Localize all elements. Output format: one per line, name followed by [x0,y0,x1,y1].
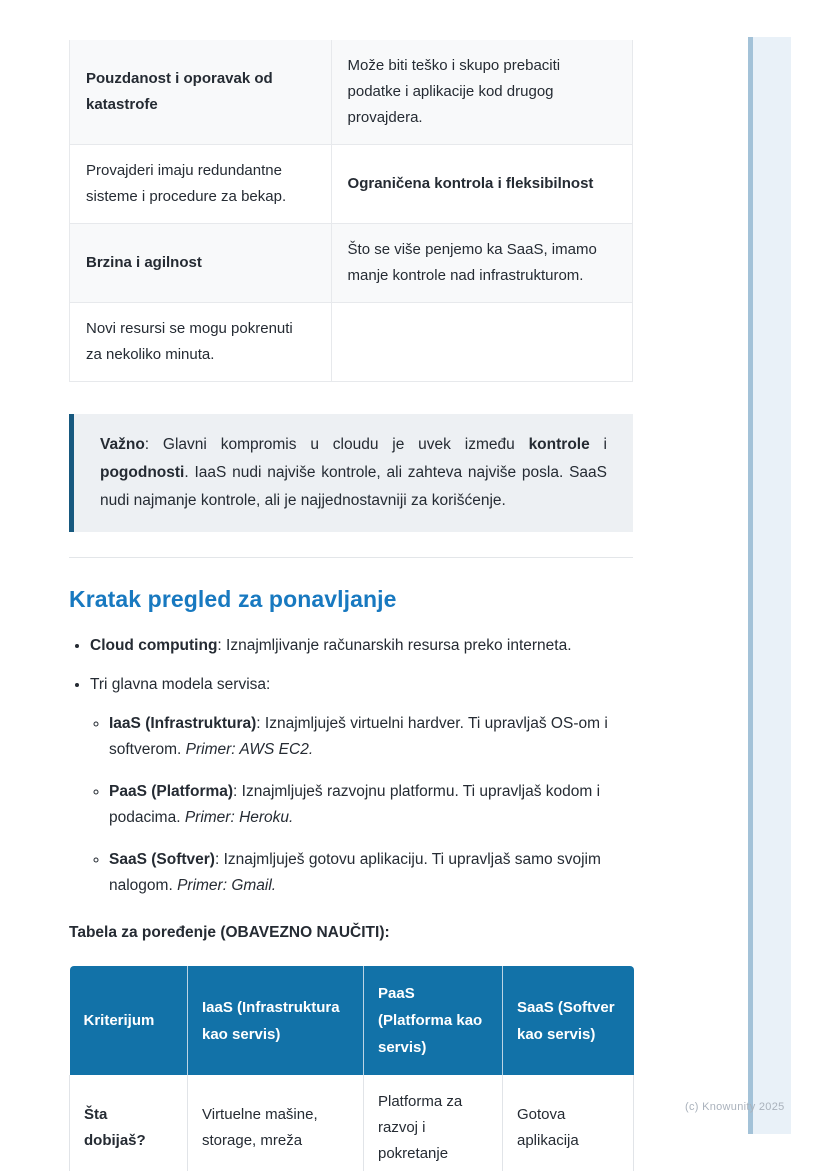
table-row [70,145,633,224]
list-item [109,779,633,831]
table-cell-topic: Brzina i agilnost [70,224,332,303]
column-header: SaaS (Softver kao servis) [503,966,634,1075]
list-item [90,633,633,659]
section-title: Kratak pregled za ponavljanje [69,586,397,612]
pros-cons-table [69,40,633,382]
page-edge-fill [753,37,791,1134]
table-cell-description: Novi resursi se mogu pokrenuti za nekoliko minuta. [70,303,332,382]
list-item [109,847,633,899]
table-cell-iaas: Virtuelne mašine, storage, mreža [188,1075,364,1171]
important-callout [69,414,633,532]
header-row [70,966,634,1075]
comparison-table-wrapper [69,966,633,1171]
table-cell-topic: Ograničena kontrola i fleksibilnost [331,145,632,224]
table-cell-saas: Gotova aplikacija [503,1075,634,1171]
summary-list [69,633,633,899]
table-row [70,40,633,145]
table-cell-criterion: Šta dobijaš? [70,1075,188,1171]
column-header: Kriterijum [70,966,188,1075]
list-item-text: Cloud computing: Iznajmljivanje računarskih resursa preko interneta. [90,637,572,654]
table-row [70,1075,634,1171]
list-item-text: SaaS (Softver): Iznajmljuješ gotovu aplikaciju. Ti upravljaš samo svojim nalogom. Primer: Gmail. [109,851,601,894]
comparison-table-title: Tabela za poređenje (OBAVEZNO NAUČITI): [69,924,390,941]
table-cell-description: Što se više penjemo ka SaaS, imamo manje kontrole nad infrastrukturom. [331,224,632,303]
table-cell-description: Provajderi imaju redundantne sisteme i procedure za bekap. [70,145,332,224]
table-row [70,303,633,382]
table-cell-topic: Pouzdanost i oporavak od katastrofe [70,40,332,145]
table-cell-empty [331,303,632,382]
table-row [70,224,633,303]
list-item-text: IaaS (Infrastruktura): Iznajmljuješ virtuelni hardver. Ti upravljaš OS-om i softverom. Primer: AWS EC2. [109,715,608,758]
table-cell-description: Može biti teško i skupo prebaciti podatke i aplikacije kod drugog provajdera. [331,40,632,145]
document-content [69,40,633,1171]
list-item [109,711,633,763]
column-header: IaaS (Infrastruktura kao servis) [188,966,364,1075]
comparison-table [69,966,634,1171]
page-edge-decoration [748,37,791,1134]
callout-text: Važno: Glavni kompromis u cloudu je uvek između kontrole i pogodnosti. IaaS nudi najviše kontrole, ali zahteva najviše posla. SaaS nudi najmanje kontrole, ali je najjednostavniji za korišćenje. [100,436,607,509]
watermark: (c) Knowunity 2025 [685,1101,785,1113]
service-models-sublist [90,711,633,899]
list-item-text: PaaS (Platforma): Iznajmljuješ razvojnu platformu. Ti upravljaš kodom i podacima. Primer: Heroku. [109,783,601,826]
section-divider [69,557,633,558]
column-header: PaaS (Platforma kao servis) [364,966,503,1075]
list-item [90,672,633,899]
list-item-text: Tri glavna modela servisa: [90,676,271,693]
table-cell-paas: Platforma za razvoj i pokretanje [364,1075,503,1171]
